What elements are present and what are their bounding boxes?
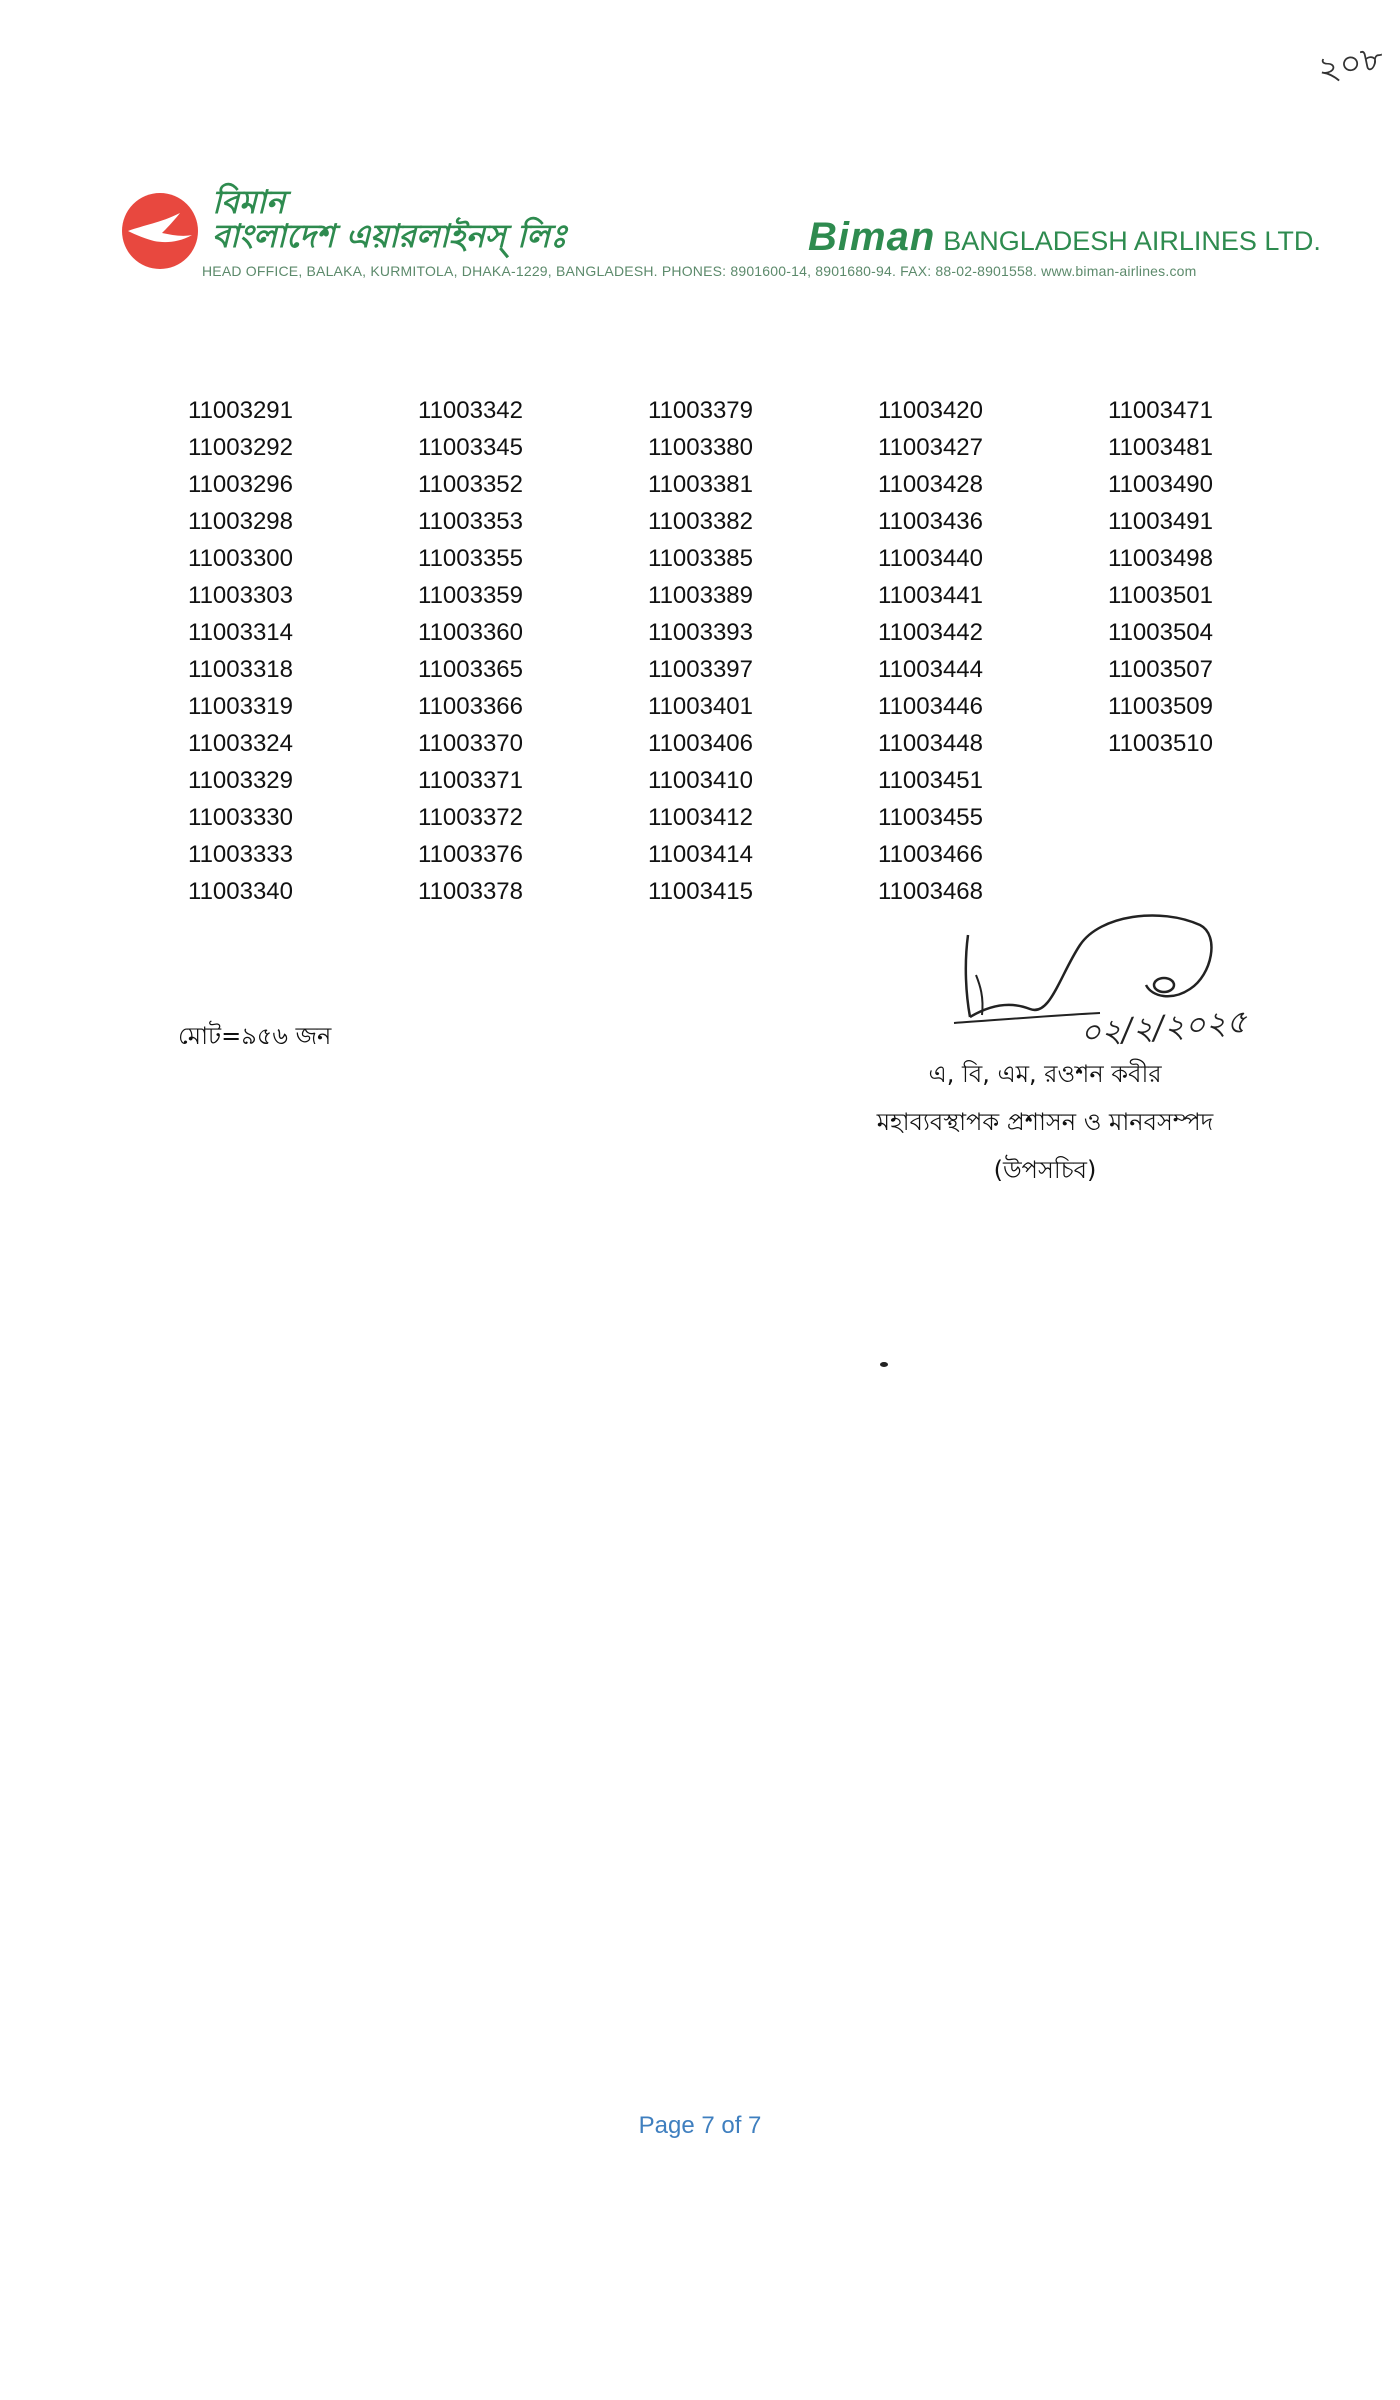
employee-id: 11003353	[418, 508, 523, 535]
employee-id: 11003401	[648, 693, 753, 720]
employee-id: 11003444	[878, 656, 983, 683]
employee-id: 11003355	[418, 545, 523, 572]
biman-logo-icon	[120, 191, 200, 271]
signer-rank: (উপসচিব)	[993, 1156, 1097, 1184]
employee-id: 11003406	[648, 730, 753, 757]
employee-id: 11003491	[1108, 508, 1213, 535]
employee-id: 11003342	[418, 397, 523, 424]
employee-id: 11003471	[1108, 397, 1213, 424]
employee-id: 11003296	[188, 471, 293, 498]
signer-designation: মহাব্যবস্থাপক প্রশাসন ও মানবসম্পদ	[876, 1108, 1214, 1136]
letterhead-company: BANGLADESH AIRLINES LTD.	[943, 226, 1321, 256]
employee-id: 11003385	[648, 545, 753, 572]
employee-id: 11003372	[418, 804, 523, 831]
employee-id: 11003490	[1108, 471, 1213, 498]
employee-id: 11003333	[188, 841, 293, 868]
letterhead-brand: Biman	[808, 215, 936, 259]
signer-name: এ, বি, এম, রওশন কবীর	[928, 1060, 1162, 1088]
employee-id: 11003370	[418, 730, 523, 757]
id-column-2	[418, 392, 578, 910]
employee-id: 11003352	[418, 471, 523, 498]
employee-id: 11003381	[648, 471, 753, 498]
employee-id: 11003303	[188, 582, 293, 609]
signer-block	[860, 1050, 1230, 1194]
employee-id: 11003446	[878, 693, 983, 720]
employee-id: 11003330	[188, 804, 293, 831]
employee-id: 11003441	[878, 582, 983, 609]
employee-id: 11003324	[188, 730, 293, 757]
employee-id: 11003415	[648, 878, 753, 905]
letterhead-address: HEAD OFFICE, BALAKA, KURMITOLA, DHAKA-1229, BANGLADESH. PHONES: 8901600-14, 8901680-94. FAX: 88-02-8901558. www.biman-airlines.com	[202, 263, 1197, 279]
employee-id: 11003448	[878, 730, 983, 757]
employee-id: 11003329	[188, 767, 293, 794]
letterhead-english-name	[808, 215, 1321, 260]
employee-id: 11003382	[648, 508, 753, 535]
employee-id: 11003291	[188, 397, 293, 424]
employee-id: 11003510	[1108, 730, 1213, 757]
letterhead-bengali-name	[212, 185, 567, 253]
employee-id: 11003365	[418, 656, 523, 683]
employee-id: 11003498	[1108, 545, 1213, 572]
id-column-3	[648, 392, 808, 910]
employee-id: 11003345	[418, 434, 523, 461]
employee-id: 11003427	[878, 434, 983, 461]
employee-id: 11003292	[188, 434, 293, 461]
employee-id: 11003507	[1108, 656, 1213, 683]
employee-id: 11003451	[878, 767, 983, 794]
employee-id: 11003436	[878, 508, 983, 535]
signature-date: ০২/২/২০২৫	[1078, 1002, 1249, 1052]
employee-id: 11003319	[188, 693, 293, 720]
employee-id: 11003428	[878, 471, 983, 498]
employee-id: 11003397	[648, 656, 753, 683]
employee-id: 11003393	[648, 619, 753, 646]
employee-id: 11003466	[878, 841, 983, 868]
employee-id: 11003455	[878, 804, 983, 831]
employee-id: 11003481	[1108, 434, 1213, 461]
employee-id: 11003420	[878, 397, 983, 424]
employee-id: 11003314	[188, 619, 293, 646]
id-column-4	[878, 392, 1038, 910]
employee-id: 11003509	[1108, 693, 1213, 720]
letterhead-bengali-line1: বিমান	[212, 183, 286, 221]
employee-id: 11003389	[648, 582, 753, 609]
id-column-1	[188, 392, 348, 910]
employee-id: 11003379	[648, 397, 753, 424]
employee-id: 11003300	[188, 545, 293, 572]
employee-id: 11003414	[648, 841, 753, 868]
employee-id: 11003410	[648, 767, 753, 794]
employee-id: 11003366	[418, 693, 523, 720]
employee-id: 11003318	[188, 656, 293, 683]
employee-id: 11003504	[1108, 619, 1213, 646]
employee-id: 11003501	[1108, 582, 1213, 609]
employee-id: 11003378	[418, 878, 523, 905]
id-column-5	[1108, 392, 1268, 762]
employee-id: 11003359	[418, 582, 523, 609]
scan-speck	[880, 1362, 888, 1367]
employee-id: 11003360	[418, 619, 523, 646]
employee-id: 11003440	[878, 545, 983, 572]
employee-id: 11003340	[188, 878, 293, 905]
employee-id: 11003298	[188, 508, 293, 535]
total-count: মোট=৯৫৬ জন	[178, 1022, 332, 1050]
handwritten-page-number: ২০৮	[1314, 37, 1388, 91]
employee-id: 11003371	[418, 767, 523, 794]
letterhead	[120, 183, 1321, 285]
letterhead-bengali-line2: বাংলাদেশ এয়ারলাইনস্ লিঃ	[212, 217, 568, 255]
employee-id: 11003468	[878, 878, 983, 905]
employee-id: 11003412	[648, 804, 753, 831]
employee-id: 11003442	[878, 619, 983, 646]
page-footer: Page 7 of 7	[638, 2112, 762, 2139]
employee-id: 11003380	[648, 434, 753, 461]
employee-id: 11003376	[418, 841, 523, 868]
